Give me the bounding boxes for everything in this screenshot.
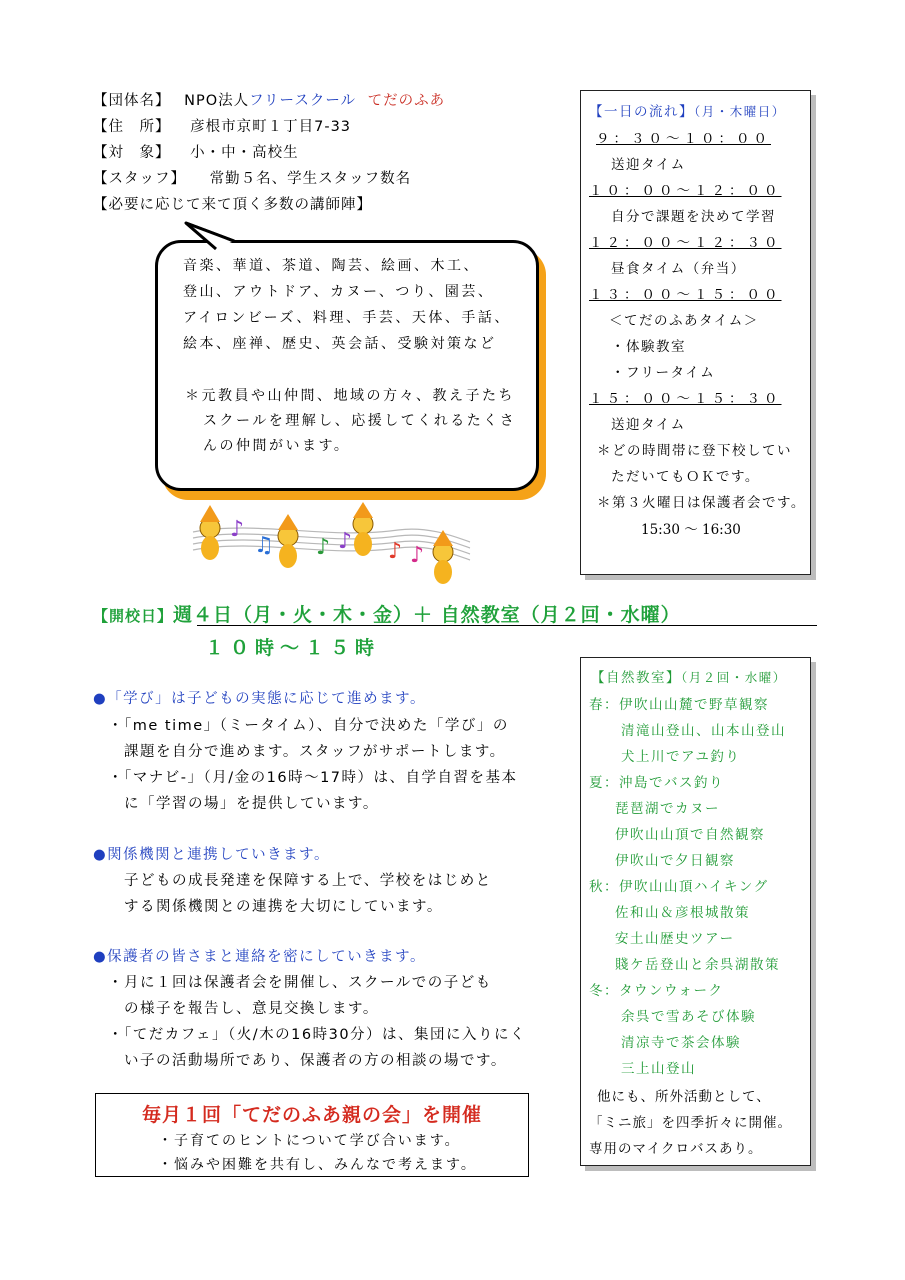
org-name-prefix: NPO法人 [184, 93, 250, 109]
nature-note: 専用のマイクロバスあり。 [589, 1141, 763, 1157]
svg-text:♪: ♪ [410, 543, 425, 568]
org-target-label: 【対 象】 [93, 145, 171, 161]
schedule-title-days: （月・木曜日） [694, 104, 786, 119]
schedule-title-row [589, 100, 786, 120]
section-line: 課題を自分で進めます。スタッフがサポートします。 [108, 744, 506, 760]
nature-activity [589, 693, 769, 713]
bubble-line: 登山、アウトドア、カヌー、つり、園芸、 [183, 284, 495, 300]
open-days-days: 週４日（月・火・木・金）＋ 自然教室（月２回・水曜） [173, 604, 681, 626]
section-title-row [93, 687, 426, 708]
nature-activity-text: 沖島でバス釣り [619, 775, 724, 791]
open-days-label: 【開校日】 [93, 607, 174, 625]
nature-activity-text: 清凉寺で茶会体験 [621, 1035, 741, 1051]
schedule-desc: ・体験教室 [611, 339, 686, 355]
section-title-row [93, 945, 426, 966]
schedule-note: ＊第３火曜日は保護者会です。 [597, 495, 806, 511]
nature-activity-text: 犬上川でアユ釣り [621, 749, 741, 765]
section-line: 子どもの成長発達を保障する上で、学校をはじめと [108, 873, 492, 889]
parents-meeting-box [95, 1093, 529, 1177]
schedule-desc: ＜てだのふあタイム＞ [609, 313, 759, 329]
nature-season: 春： [589, 697, 619, 713]
bullet-icon: ● [93, 847, 108, 863]
svg-text:♪: ♪ [338, 529, 353, 554]
schedule-time: １３：００～１５：００ [589, 287, 782, 303]
nature-activity-text: 安土山歴史ツアー [615, 931, 735, 947]
org-name-row [93, 89, 445, 110]
org-name-school: フリースクール [249, 93, 357, 109]
nature-activity [621, 1005, 756, 1025]
nature-activity [621, 1057, 696, 1077]
nature-season: 夏： [589, 775, 619, 791]
section-line: ・「me time」（ミータイム）、自分で決めた「学び」の [108, 718, 509, 734]
nature-title-row [591, 666, 787, 686]
org-name-label: 【団体名】 [93, 93, 171, 109]
org-staff: 常勤５名、学生スタッフ数名 [209, 171, 412, 187]
open-days-title [93, 600, 681, 627]
org-address-label: 【住 所】 [93, 119, 171, 135]
section-line: の様子を報告し、意見交換します。 [108, 1001, 379, 1017]
nature-activity-text: 伊吹山で夕日観察 [615, 853, 735, 869]
nature-activity [621, 745, 740, 765]
section-title: 「学び」は子どもの実態に応じて進めます。 [107, 691, 426, 707]
schedule-desc: 自分で課題を決めて学習 [611, 209, 776, 225]
svg-text:♫: ♫ [254, 533, 274, 558]
nature-activity [615, 953, 780, 973]
speech-bubble [155, 240, 539, 491]
section-title: 保護者の皆さまと連絡を密にしていきます。 [107, 949, 426, 965]
open-days-hours: １０時～１５時 [205, 637, 381, 659]
schedule-desc: 送迎タイム [611, 157, 686, 173]
org-staff-row [93, 167, 411, 188]
org-address: 彦根市京町１丁目7-33 [190, 119, 352, 135]
nature-activity [615, 901, 750, 921]
section-line: する関係機関との連携を大切にしています。 [108, 899, 443, 915]
nature-activity [621, 719, 786, 739]
nature-activity [589, 979, 723, 999]
bubble-line: アイロンビーズ、料理、手芸、天体、手話、 [183, 310, 511, 326]
nature-activity-text: 余呉で雪あそび体験 [621, 1009, 756, 1025]
nature-activity [589, 771, 724, 791]
bullet-icon: ● [93, 949, 108, 965]
nature-season: 冬： [589, 983, 619, 999]
org-name-main: てだのふあ [367, 93, 446, 109]
svg-text:♪: ♪ [316, 535, 331, 560]
bubble-note-line: スクールを理解し、応援してくれるたくさ [203, 413, 517, 429]
bubble-note-line: ＊元教員や山仲間、地域の方々、教え子たち [185, 388, 515, 404]
open-days-rule [197, 625, 817, 626]
bubble-tail-join [180, 215, 240, 260]
schedule-desc: ・フリータイム [611, 365, 716, 381]
nature-activity [621, 1031, 741, 1051]
bubble-line: 音楽、華道、茶道、陶芸、絵画、木工、 [183, 258, 480, 274]
nature-activity [615, 797, 720, 817]
parents-meeting-title: 毎月１回「てだのふあ親の会」を開催 [141, 1104, 482, 1126]
nature-activity-text: 三上山登山 [621, 1061, 696, 1077]
bullet-icon: ● [93, 691, 108, 707]
nature-activity-text: タウンウォーク [619, 983, 724, 999]
org-address-row [93, 115, 351, 136]
org-target: 小・中・高校生 [190, 145, 299, 161]
nature-activity [615, 823, 765, 843]
nature-title-sub: （月２回・水曜） [681, 670, 787, 685]
section-line: ・「てだカフェ」（火/木の16時30分）は、集団に入りにく [108, 1027, 527, 1043]
org-target-row [93, 141, 299, 162]
schedule-note: ただいてもＯＫです。 [611, 469, 760, 485]
nature-activity-text: 伊吹山山頂で自然観察 [615, 827, 765, 843]
nature-note: 「ミニ旅」を四季折々に開催。 [589, 1115, 792, 1131]
nature-activity-text: 伊吹山山頂ハイキング [619, 879, 769, 895]
section-line: に「学習の場」を提供しています。 [108, 796, 379, 812]
nature-title: 【自然教室】 [591, 670, 681, 686]
schedule-time: １５：００～１５：３０ [589, 391, 782, 407]
bubble-note-line: んの仲間がいます。 [203, 438, 351, 454]
nature-activity [615, 927, 735, 947]
org-teachers: 【必要に応じて来て頂く多数の講師陣】 [93, 197, 372, 213]
nature-season: 秋： [589, 879, 619, 895]
nature-note: 他にも、所外活動として、 [597, 1089, 771, 1105]
schedule-desc: 昼食タイム（弁当） [611, 261, 746, 277]
schedule-title: 【一日の流れ】 [589, 104, 694, 120]
org-staff-label: 【スタッフ】 [93, 171, 186, 187]
nature-activity-text: 伊吹山山麓で野草観察 [619, 697, 769, 713]
section-line: ・「マナビ-」（月/金の16時～17時）は、自学自習を基本 [108, 770, 518, 786]
parents-meeting-line: ・子育てのヒントについて学び合います。 [158, 1133, 461, 1149]
section-title: 関係機関と連携していきます。 [107, 847, 330, 863]
schedule-time: １０：００～１２：００ [589, 183, 782, 199]
parents-meeting-line: ・悩みや困難を共有し、みんなで考えます。 [158, 1157, 477, 1173]
nature-activity-text: 賤ケ岳登山と余呉湖散策 [615, 957, 780, 973]
section-line: い子の活動場所であり、保護者の方の相談の場です。 [108, 1053, 507, 1069]
nature-activity-text: 琵琶湖でカヌー [615, 801, 720, 817]
schedule-time: １２：００～１２：３０ [589, 235, 782, 251]
nature-activity [589, 875, 769, 895]
schedule-desc: 送迎タイム [611, 417, 686, 433]
nature-activity-text: 清滝山登山、山本山登山 [621, 723, 786, 739]
svg-text:♪: ♪ [388, 539, 403, 564]
nature-class-box [580, 657, 811, 1166]
schedule-note: ＊どの時間帯に登下校してい [597, 443, 792, 459]
nature-activity-text: 佐和山＆彦根城散策 [615, 905, 750, 921]
schedule-meeting-time: 15:30 ～ 16:30 [641, 522, 741, 538]
bubble-line: 絵本、座禅、歴史、英会話、受験対策など [183, 336, 497, 352]
nature-activity [615, 849, 735, 869]
schedule-time: ９：３０～１０：００ [596, 131, 771, 147]
children-music-illustration [188, 500, 473, 590]
svg-text:♪: ♪ [230, 517, 245, 542]
section-title-row [93, 843, 330, 864]
daily-schedule-box [580, 90, 811, 575]
section-line: ・月に１回は保護者会を開催し、スクールでの子ども [108, 975, 492, 991]
